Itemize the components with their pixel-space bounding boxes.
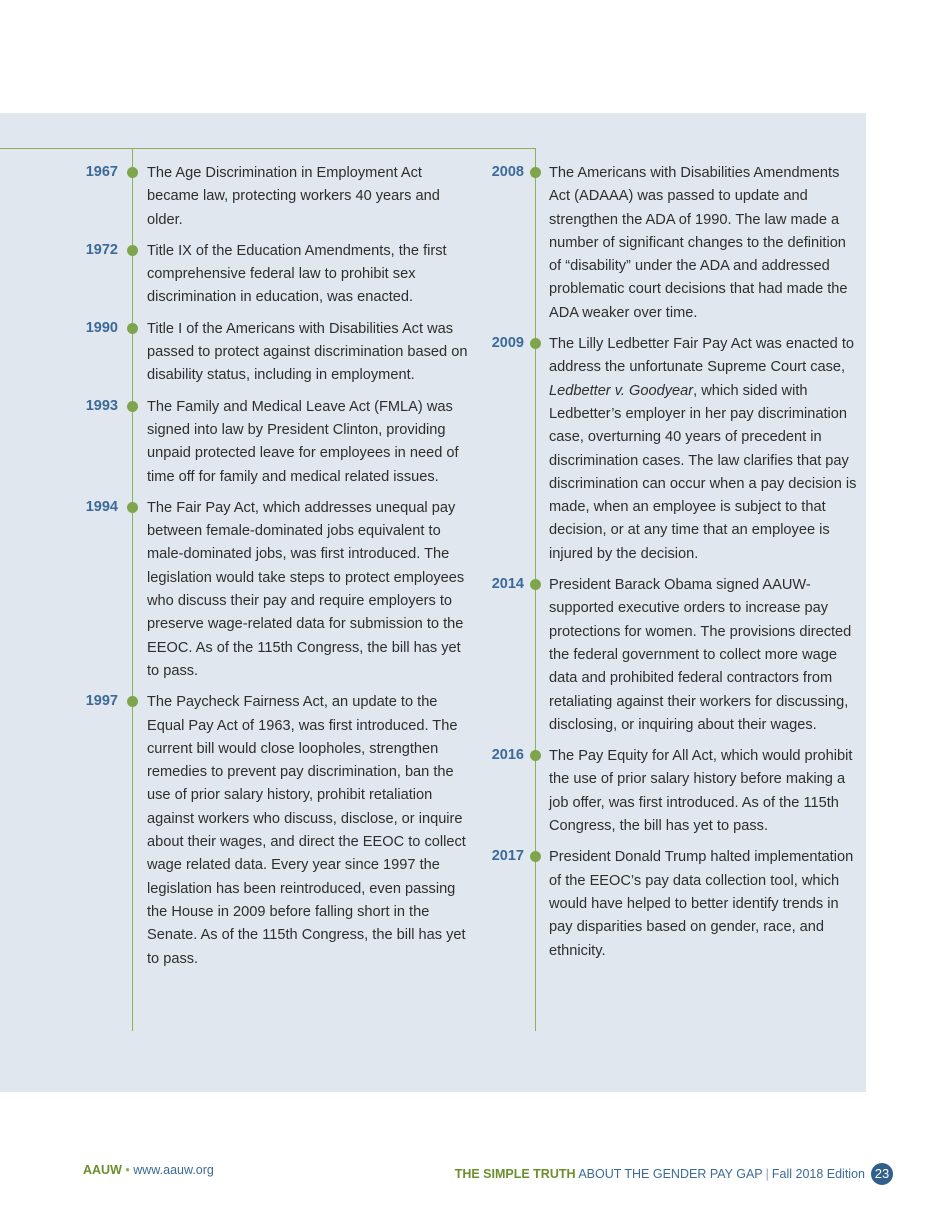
- timeline-entry: [0, 162, 470, 232]
- timeline-text: President Barack Obama signed AAUW-supported executive orders to increase pay protections for women. The provisions directed the federal government to collect more wage data and prohibited federal contractors from retaliating against their workers for discussing, disclosing, or inquiring about their wages.: [549, 577, 852, 733]
- timeline-entry: [0, 240, 470, 310]
- footer-org: AAUW: [83, 1163, 122, 1177]
- timeline-text: Title IX of the Education Amendments, the first comprehensive federal law to prohibit sex discrimination in education, was enacted.: [147, 242, 447, 306]
- timeline-text-part: , which sided with Ledbetter’s employer in her pay discrimination case, overturning 40 years of precedent in discrimination cases. The law clarifies that pay discrimination can occur when a pay decision is made, when an employee is subject to that decision, or at any time that an employee is injured by the decision.: [549, 382, 857, 562]
- timeline-year: 2014: [491, 576, 524, 593]
- timeline-entry: [0, 318, 470, 388]
- timeline-left-column: [0, 148, 470, 979]
- timeline-year: 1967: [85, 164, 118, 180]
- timeline-entry: [402, 162, 862, 325]
- timeline-entry: [0, 691, 470, 971]
- page-number-badge: 23: [871, 1163, 893, 1185]
- footer-right: [455, 1163, 893, 1185]
- footer-divider: |: [765, 1167, 769, 1181]
- timeline-year: 1990: [85, 319, 118, 336]
- timeline-year: 1997: [85, 693, 118, 710]
- timeline-dot-icon: [127, 696, 138, 707]
- timeline-entry: [0, 396, 470, 489]
- timeline-right-column: [402, 148, 862, 971]
- timeline-entry: [402, 745, 862, 838]
- timeline-text: The Fair Pay Act, which addresses unequal pay between female-dominated jobs equivalent to male-dominated jobs, was first introduced. The legislation would take steps to protect employees who discuss their pay and require employers to preserve wage-related data for submission to the EEOC. As of the 115th Congress, the bill has yet to pass.: [147, 499, 465, 679]
- case-name-italic: Ledbetter v. Goodyear: [549, 382, 694, 399]
- timeline-year: 1994: [85, 498, 118, 515]
- timeline-entry: [402, 846, 862, 962]
- timeline-text: The Paycheck Fairness Act, an update to the Equal Pay Act of 1963, was first introduced. The current bill would close loopholes, strengthen remedies to prevent pay discrimination, ban the use of prior salary history, prohibit retaliation against workers who discuss, disclose, or inquire about their wages, and direct the EEOC to collect wage related data. Every year since 1997 the legislation has been reintroduced, even passing the House in 2009 before falling short in the Senate. As of the 115th Congress, the bill has yet to pass.: [147, 694, 466, 967]
- timeline-text: The Family and Medical Leave Act (FMLA) was signed into law by President Clinton, providing unpaid protected leave for employees in need of time off for family and medical related issues.: [147, 398, 459, 485]
- timeline-entry: [402, 574, 862, 737]
- timeline-year: 1972: [85, 241, 118, 258]
- timeline-dot-icon: [127, 323, 138, 334]
- timeline-year: 2008: [491, 164, 524, 180]
- timeline-dot-icon: [530, 851, 541, 862]
- timeline-year: 2016: [491, 747, 524, 764]
- timeline-text-part: The Lilly Ledbetter Fair Pay Act was enacted to address the unfortunate Supreme Court case,: [549, 336, 855, 376]
- timeline-entry: [402, 333, 862, 566]
- timeline-year: 2009: [491, 335, 524, 352]
- footer-left: [83, 1163, 214, 1177]
- footer-edition: Fall 2018 Edition: [771, 1167, 865, 1181]
- timeline-text: [549, 333, 859, 566]
- timeline-text: The Americans with Disabilities Amendments Act (ADAAA) was passed to update and strengthen the ADA of 1990. The law made a number of significant changes to the definition of “disability” under the ADA and addressed problematic court decisions that had made the ADA weaker over time.: [549, 165, 848, 321]
- timeline-dot-icon: [127, 167, 138, 178]
- footer-title-rest: ABOUT THE GENDER PAY GAP: [575, 1167, 763, 1181]
- timeline-text: The Age Discrimination in Employment Act became law, protecting workers 40 years and older.: [147, 165, 440, 228]
- timeline-year: 1993: [85, 397, 118, 414]
- footer-title-bold: THE SIMPLE TRUTH: [454, 1167, 576, 1181]
- footer-bullet: •: [125, 1163, 130, 1177]
- timeline-text: Title I of the Americans with Disabilities Act was passed to protect against discrimination based on disability status, including in employment.: [147, 320, 468, 384]
- timeline-year: 2017: [491, 848, 524, 865]
- timeline-entry: [0, 497, 470, 683]
- timeline-dot-icon: [127, 245, 138, 256]
- timeline-dot-icon: [530, 579, 541, 590]
- timeline-dot-icon: [127, 401, 138, 412]
- timeline-dot-icon: [530, 167, 541, 178]
- timeline-dot-icon: [530, 750, 541, 761]
- timeline-text: The Pay Equity for All Act, which would prohibit the use of prior salary history before making a job offer, was first introduced. As of the 115th Congress, the bill has yet to pass.: [549, 748, 853, 835]
- timeline-dot-icon: [127, 502, 138, 513]
- footer-website-link[interactable]: www.aauw.org: [133, 1163, 214, 1177]
- timeline-dot-icon: [530, 338, 541, 349]
- timeline-text: President Donald Trump halted implementation of the EEOC’s pay data collection tool, which would have helped to better identify trends in pay disparities based on gender, race, and ethnicity.: [549, 849, 854, 959]
